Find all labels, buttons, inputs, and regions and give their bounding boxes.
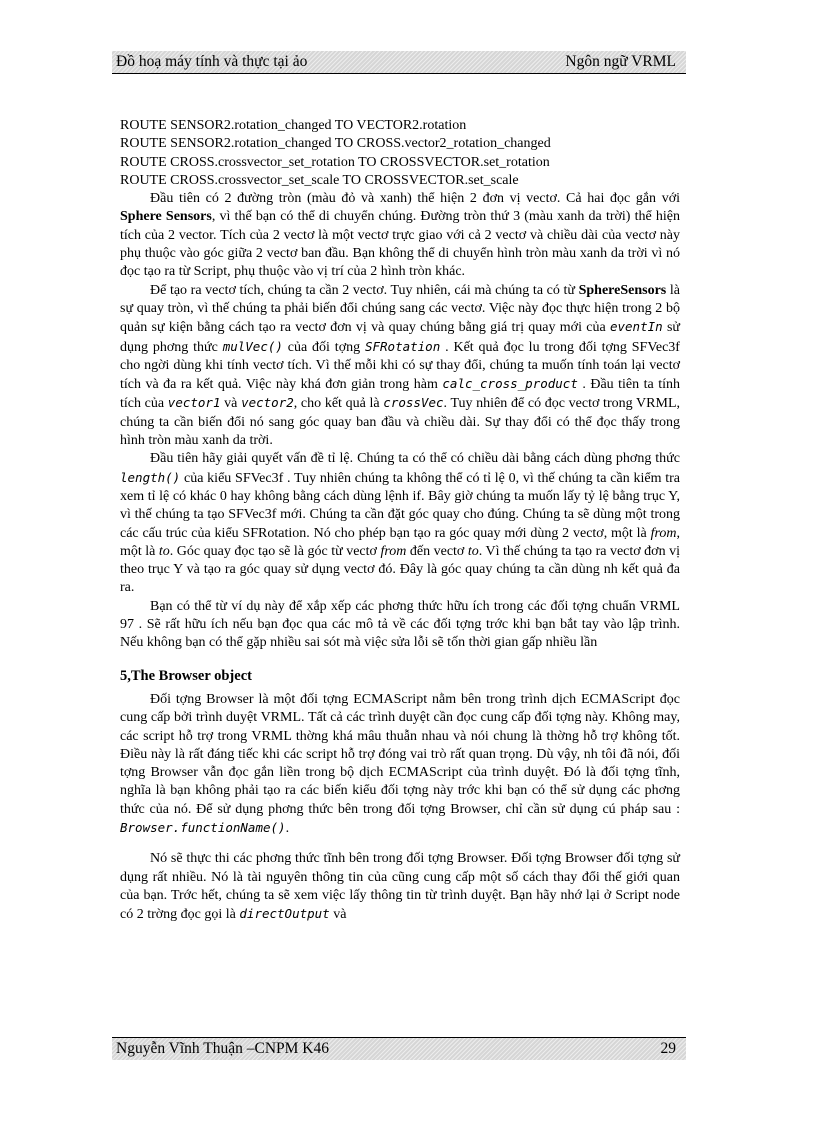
paragraph-4: Bạn có thể từ ví dụ này để xắp xếp các phơng thức hữu ích trong các đối tợng chuẩn VRML 97 . Sẽ rất hữu ích nếu bạn đọc qua các mô tả về các đối tợng trớc khi bạn bắt tay vào lập trình. Nếu không bạn có thể gặp nhiều sai sót mà việc sửa lỗi sẽ tốn thời gian gấp nhiều lần bbox=[120, 598, 680, 651]
code-term: crossVec bbox=[383, 395, 444, 411]
paragraph-6: Nó sẽ thực thi các phơng thức tĩnh bên trong đối tợng Browser. Đối tợng Browser đối tợng sử dụng rất nhiều. Nó là tài nguyên thông tin của cũng cung cấp một số cách thay đổi thế giới quan của bạn. Trớc hết, chúng ta sẽ xem việc lấy thông tin từ trình duyệt. Bạn hãy nhớ lại ở Script node có 2 trờng đọc gọi là directOutput và bbox=[120, 851, 680, 923]
code-term: vector1 bbox=[167, 395, 221, 411]
header-title: Đồ hoạ máy tính và thực tại ảo bbox=[116, 53, 308, 70]
header-section: Ngôn ngữ VRML bbox=[565, 53, 676, 70]
paragraph-3: Đầu tiên hãy giải quyết vấn đề tỉ lệ. Chúng ta có thể có chiều dài bằng cách dùng phơng thức length() của kiểu SFVec3f . Tuy nhiên chúng ta không thể có tỉ lệ 0, vì thế chúng ta cần kiểm tra xem tỉ lệ có khác 0 hay không bằng cách dùng lệnh if. Bây giờ chúng ta muốn lấy tỷ lệ bằng trục Y, vì thế chúng ta tạo SFVec3f mới. Chúng ta cần đặt góc quay cho đúng. Chúng ta sẽ dùng một trong các cấu trúc của kiểu SFRotation. Nó cho phép bạn tạo ra góc quay mới dùng 2 vectơ, một là from, một là to. Góc quay đọc tạo sẽ là góc từ vectơ from đến vectơ to. Vì thế chúng ta tạo ra vectơ đơn vị theo trục Y và tạo ra góc quay sử dụng vectơ đó. Đây là góc quay chúng ta cần dùng nh kết quả đa ra. bbox=[120, 451, 680, 596]
code-term: vector2 bbox=[241, 395, 294, 411]
italic-term: to bbox=[158, 543, 170, 559]
italic-term: to bbox=[467, 543, 479, 559]
code-term: Browser.functionName() bbox=[120, 819, 286, 835]
paragraph-2: Để tạo ra vectơ tích, chúng ta cần 2 vectơ. Tuy nhiên, cái mà chúng ta có từ SphereSensors là sự quay tròn, vì thế chúng ta phải biến đổi chúng sang các vectơ. Việc này đọc thực hiện trong 2 bộ quản sự kiện bằng cách tạo ra vectơ đơn vị và quay chúng bằng giá trị quay mới của eventIn sử dụng phơng thức mulVec() của đối tợng SFRotation . Kết quả đọc lu trong đối tợng SFVec3f cho ngời dùng khi tính vectơ tích. Vì thế mỗi khi có sự thay đổi, chúng ta muốn tính toán lại vectơ tích và đa ra kết quả. Việc này khá đơn giản trong hàm calc_cross_product . Đầu tiên ta tính tích của vector1 và vector2, cho kết quả là crossVec. Tuy nhiên để có đọc vectơ trong VRML, chúng ta cần biến đổi nó sang góc quay ban đầu và chiều dài. Sự thay đổi có thể đọc thấy trong hình tròn màu xanh da trời. bbox=[120, 282, 680, 449]
paragraph-1: Đầu tiên có 2 đường tròn (màu đỏ và xanh) thể hiện 2 đơn vị vectơ. Cả hai đọc gắn với Sphere Sensors, vì thế bạn có thể di chuyển chúng. Đường tròn thứ 3 (màu xanh da trời) thể hiện tích của 2 vector. Tích của 2 vectơ là một vectơ trực giao với cả 2 vectơ và chiều dài của vectơ này phụ thuộc vào góc giữa 2 vectơ ban đầu. Bạn không thể di chuyển hình tròn màu xanh da trời vì nó đọc tạo ra từ Script, phụ thuộc vào vị trí của 2 hình tròn khác. bbox=[120, 191, 681, 280]
section-heading: 5,The Browser object bbox=[120, 667, 252, 684]
code-term: directOutput bbox=[239, 906, 330, 922]
footer-author: Nguyễn Vĩnh Thuận –CNPM K46 bbox=[116, 1040, 329, 1057]
route-line: ROUTE CROSS.crossvector_set_scale TO CROSSVECTOR.set_scale bbox=[120, 172, 519, 188]
page-header bbox=[112, 51, 686, 74]
page-body bbox=[120, 117, 680, 924]
route-line: ROUTE CROSS.crossvector_set_rotation TO CROSSVECTOR.set_rotation bbox=[120, 154, 550, 170]
code-term: eventIn bbox=[609, 319, 663, 335]
route-line: ROUTE SENSOR2.rotation_changed TO VECTOR2.rotation bbox=[120, 118, 467, 133]
route-line: ROUTE SENSOR2.rotation_changed TO CROSS.vector2_rotation_changed bbox=[120, 136, 551, 152]
code-term: calc_cross_product bbox=[442, 376, 578, 392]
page-footer bbox=[112, 1037, 686, 1060]
code-term: length() bbox=[120, 469, 181, 485]
code-term: mulVec() bbox=[222, 338, 283, 354]
italic-term: from bbox=[380, 543, 407, 559]
bold-term: Sphere Sensors bbox=[120, 209, 212, 225]
bold-term: SphereSensors bbox=[578, 282, 667, 298]
code-term: SFRotation bbox=[364, 338, 441, 354]
italic-term: from bbox=[650, 525, 677, 541]
page-number: 29 bbox=[660, 1040, 676, 1057]
paragraph-5: Đối tợng Browser là một đối tợng ECMAScript nằm bên trong trình dịch ECMAScript đọc cung cấp bởi trình duyệt VRML. Tất cả các trình duyệt cần đọc cung cấp đối tợng này. Không may, các script hỗ trợ trong VRML thờng khá mâu thuẫn nhau và nói chung là thờng hỗ trợ không tốt. Điều này là rất đáng tiếc khi các script hỗ trợ đóng vai trò rất quan trọng. Dù vậy, nh tôi đã nói, đối tợng Browser vẫn đọc gắn liền trong bộ dịch ECMAScript của trình duyệt. Đó là đối tợng tĩnh, nghĩa là bạn không phải tạo ra các biến kiểu đối tợng này trớc khi bạn có thể sử dụng các phơng thức của nó. Để sử dụng phơng thức bên trong đối tợng Browser, chỉ cần sử dụng cú pháp sau : Browser.functionName(). bbox=[120, 691, 680, 836]
